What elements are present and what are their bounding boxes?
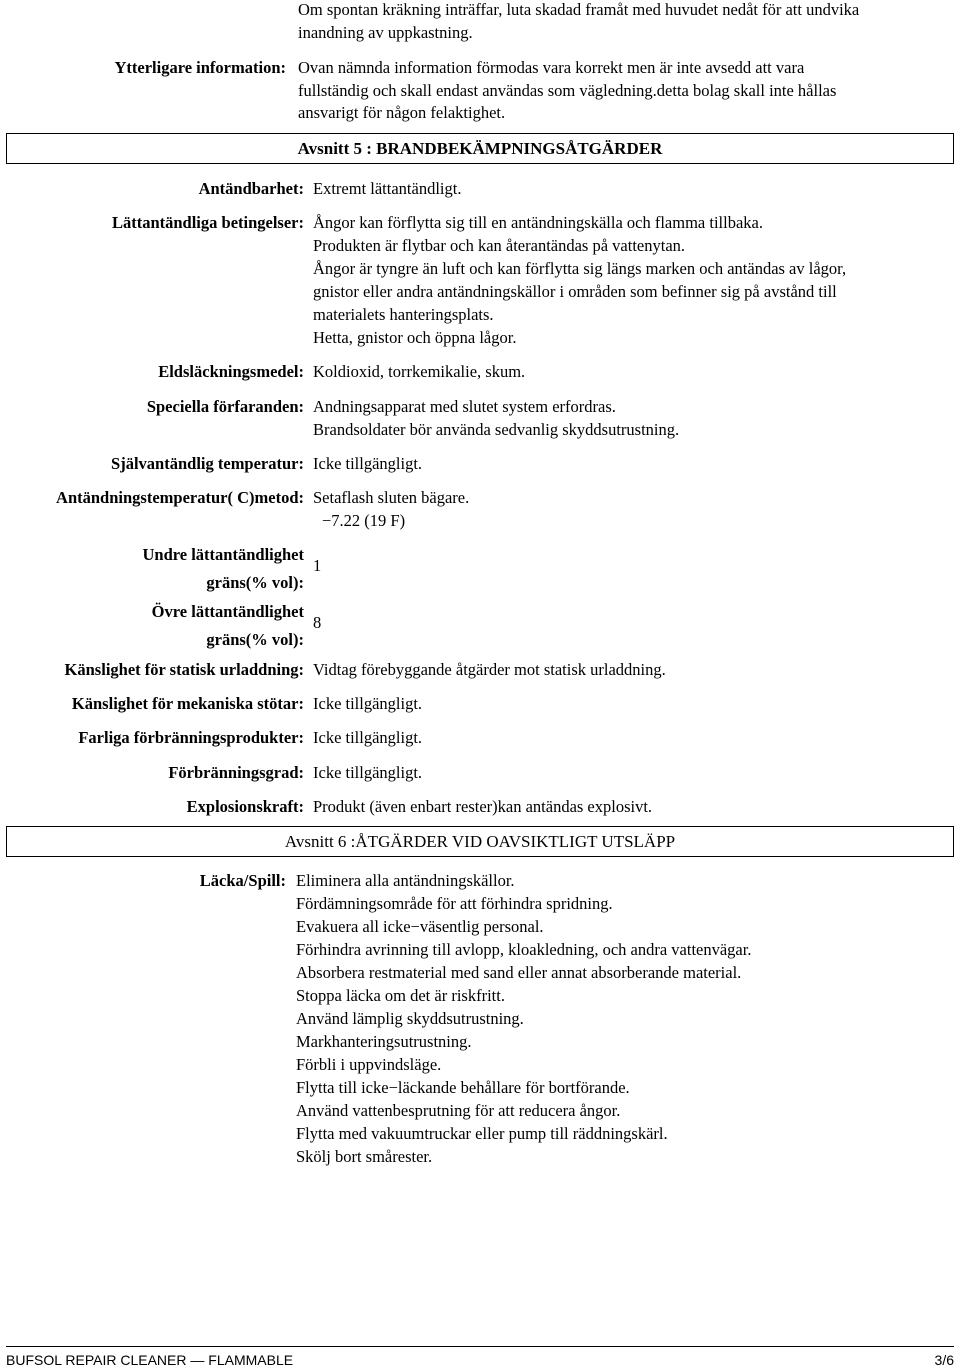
flashpoint-line-2: −7.22 (19 F): [322, 511, 406, 530]
additional-info-line-2: fullständig och skall endast användas som vägledning.detta bolag skall inte hållas: [298, 81, 837, 100]
spill-line-12: Flytta med vakuumtruckar eller pump till räddningskärl.: [296, 1124, 668, 1143]
spill-line-6: Stoppa läcka om det är riskfritt.: [296, 986, 505, 1005]
spill-line-2: Fördämningsområde för att förhindra spridning.: [296, 894, 613, 913]
section-5-header: [6, 133, 954, 164]
conditions-line-6: Hetta, gnistor och öppna lågor.: [313, 328, 517, 347]
conditions-label: Lättantändliga betingelser:: [111, 213, 304, 232]
section-5-title: Avsnitt 5 : BRANDBEKÄMPNINGSÅTGÄRDER: [297, 138, 663, 158]
spill-line-9: Förbli i uppvindsläge.: [296, 1055, 442, 1074]
flashpoint-line-1: Setaflash sluten bägare.: [313, 488, 470, 507]
conditions-line-4: gnistor eller andra antändningskällor i områden som befinner sig på avstånd till: [313, 282, 837, 301]
additional-info-line-1: Ovan nämnda information förmodas vara korrekt men är inte avsedd att vara: [298, 58, 805, 77]
flammability-label: Antändbarhet:: [198, 179, 304, 198]
combustion-rate-value: Icke tillgängligt.: [313, 763, 423, 782]
static-value: Vidtag förebyggande åtgärder mot statisk urladdning.: [313, 660, 666, 679]
explosion-label: Explosionskraft:: [186, 797, 304, 816]
special-label: Speciella förfaranden:: [146, 397, 304, 416]
special-line-1: Andningsapparat med slutet system erfordras.: [313, 397, 616, 416]
conditions-line-3: Ångor är tyngre än luft och kan förflytta sig längs marken och antändas av lågor,: [313, 259, 847, 278]
section-6-header: [6, 826, 954, 857]
combustion-products-value: Icke tillgängligt.: [313, 728, 423, 747]
lower-limit-value: 1: [313, 556, 322, 575]
intro-line-1: Om spontan kräkning inträffar, luta skadad framåt med huvudet nedåt för att undvika: [298, 0, 860, 19]
autoignition-label: Självantändlig temperatur:: [111, 454, 304, 473]
conditions-line-1: Ångor kan förflytta sig till en antändningskälla och flamma tillbaka.: [313, 213, 763, 232]
section-6-title-prefix: Avsnitt 6 :: [284, 831, 356, 851]
section-6-title: ÅTGÄRDER VID OAVSIKTLIGT UTSLÄPP: [355, 831, 676, 851]
page-footer: [6, 1346, 954, 1369]
spill-line-13: Skölj bort smårester.: [296, 1147, 433, 1166]
additional-info-line-3: ansvarigt för någon felaktighet.: [298, 103, 506, 122]
conditions-line-5: materialets hanteringsplats.: [313, 305, 494, 324]
lower-limit-label-line-1: Undre lättantändlighet: [142, 545, 304, 564]
spill-line-10: Flytta till icke−läckande behållare för bortförande.: [296, 1078, 630, 1097]
additional-info-label: Ytterligare information:: [114, 58, 286, 77]
flammability-value: Extremt lättantändligt.: [313, 179, 462, 198]
extinguishing-value: Koldioxid, torrkemikalie, skum.: [313, 362, 526, 381]
spill-line-7: Använd lämplig skyddsutrustning.: [296, 1009, 524, 1028]
spill-label: Läcka/Spill:: [199, 871, 286, 890]
footer-product: BUFSOL REPAIR CLEANER — FLAMMABLE: [6, 1352, 294, 1368]
extinguishing-label: Eldsläckningsmedel:: [158, 362, 304, 381]
upper-limit-label-line-1: Övre lättantändlighet: [151, 602, 304, 621]
mechanical-label: Känslighet för mekaniska stötar:: [71, 694, 304, 713]
lower-limit-label-line-2: gräns(% vol):: [206, 573, 304, 592]
combustion-products-label: Farliga förbränningsprodukter:: [78, 728, 304, 747]
special-line-2: Brandsoldater bör använda sedvanlig skyddsutrustning.: [313, 420, 680, 439]
spill-line-1: Eliminera alla antändningskällor.: [296, 871, 515, 890]
spill-line-5: Absorbera restmaterial med sand eller annat absorberande material.: [296, 963, 742, 982]
lower-limit-label: [142, 541, 304, 597]
spill-line-4: Förhindra avrinning till avlopp, kloakledning, och andra vattenvägar.: [296, 940, 752, 959]
footer-page-number: 3/6: [934, 1352, 954, 1368]
upper-limit-label: [152, 598, 304, 654]
flashpoint-label: Antändningstemperatur( C)metod:: [56, 488, 304, 507]
explosion-value: Produkt (även enbart rester)kan antändas explosivt.: [313, 797, 653, 816]
autoignition-value: Icke tillgängligt.: [313, 454, 423, 473]
upper-limit-label-line-2: gräns(% vol):: [206, 630, 304, 649]
static-label: Känslighet för statisk urladdning:: [64, 660, 304, 679]
spill-line-8: Markhanteringsutrustning.: [296, 1032, 472, 1051]
spill-line-11: Använd vattenbesprutning för att reducera ångor.: [296, 1101, 621, 1120]
mechanical-value: Icke tillgängligt.: [313, 694, 423, 713]
upper-limit-value: 8: [313, 613, 322, 632]
spill-line-3: Evakuera all icke−väsentlig personal.: [296, 917, 544, 936]
combustion-rate-label: Förbränningsgrad:: [168, 763, 304, 782]
conditions-line-2: Produkten är flytbar och kan återantändas på vattenytan.: [313, 236, 686, 255]
intro-line-2: inandning av uppkastning.: [298, 23, 473, 42]
